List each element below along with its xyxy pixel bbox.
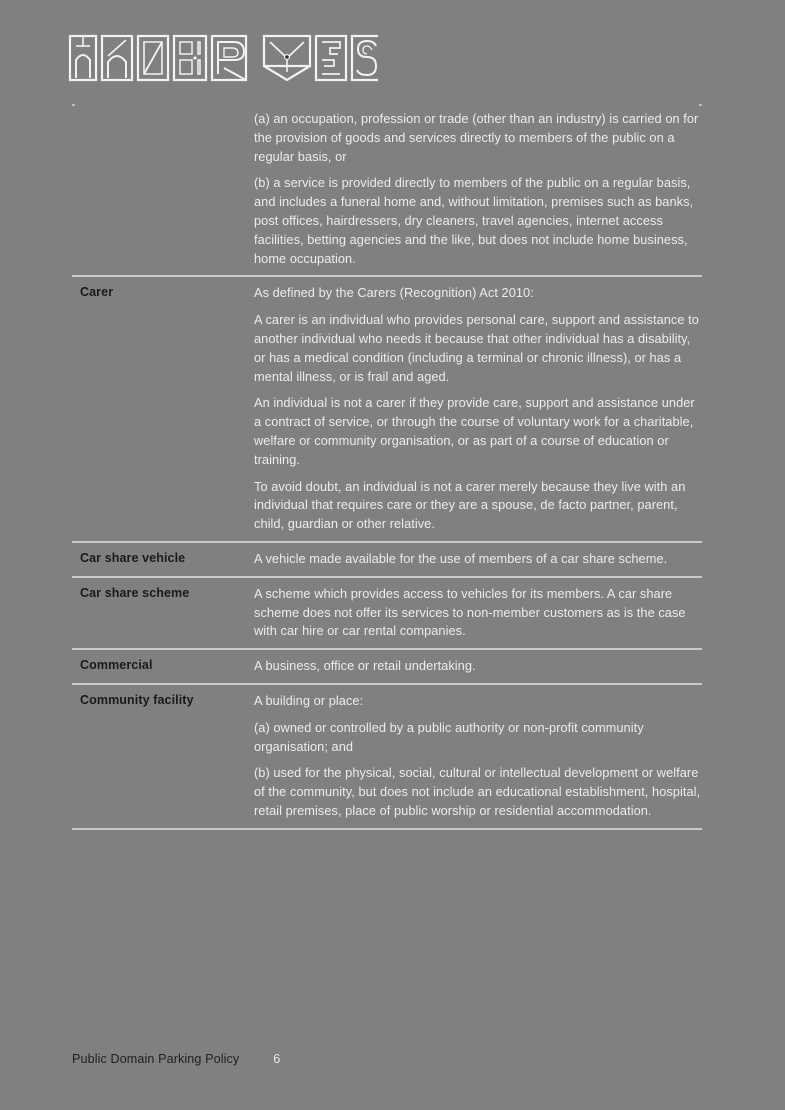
definition-paragraph: (a) an occupation, profession or trade (other than an industry) is carried on for the provision of goods and services directly to members of the public on a regular basis, or — [254, 111, 699, 164]
definition-term: Community facility — [80, 692, 194, 707]
footer-document-title: Public Domain Parking Policy — [72, 1052, 240, 1066]
definition-description — [248, 110, 702, 268]
definition-term: Carer — [80, 285, 114, 300]
definition-paragraph: (a) owned or controlled by a public authority or non-profit community organisation; and — [254, 719, 644, 754]
definition-description — [248, 585, 702, 641]
inner-west-logo-icon — [68, 34, 378, 82]
definition-paragraph: To avoid doubt, an individual is not a carer merely because they live with an individual that requires care or they are a spouse, de facto partner, parent, child, guardian or other relative. — [254, 478, 686, 532]
definition-term: Commercial — [80, 658, 153, 673]
definition-description — [248, 657, 702, 676]
definition-paragraph: An individual is not a carer if they provide care, support and assistance under a contract of service, or through the course of voluntary work for a charitable, welfare or community organisation, or as part of a course of education or training. — [254, 395, 695, 467]
definition-paragraph: A business, office or retail undertaking. — [254, 658, 476, 674]
inner-west-logo — [68, 28, 378, 88]
definition-paragraph: (b) used for the physical, social, cultural or intellectual development or welfare of the community, but does not include an educational establishment, hospital, retail premises, place of public worship or residential accommodation. — [254, 765, 701, 818]
table-row — [72, 104, 702, 275]
table-row — [72, 648, 702, 683]
definition-paragraph: A carer is an individual who provides personal care, support and assistance to another individual who needs it because that other individual has a disability, or has a medical condition (including a terminal or chronic illness), or has a mental illness, or is frail and aged. — [254, 312, 699, 384]
definition-paragraph: (b) a service is provided directly to members of the public on a regular basis, and includes a funeral home and, without limitation, premises such as banks, post offices, hairdressers, dry cleaners, travel agencies, internet access facilities, betting agencies and the like, but does not include home business, home occupation. — [254, 175, 694, 266]
definition-term: Car share vehicle — [80, 550, 186, 565]
definition-paragraph: A vehicle made available for the use of members of a car share scheme. — [254, 550, 668, 566]
definition-paragraph: A scheme which provides access to vehicles for its members. A car share scheme does not offer its services to non-member customers as is the case with car hire or car rental companies. — [254, 585, 686, 639]
table-row — [72, 576, 702, 648]
definition-description — [248, 284, 702, 534]
definition-paragraph: A building or place: — [254, 692, 364, 708]
table-row — [72, 541, 702, 576]
table-row — [72, 275, 702, 541]
definition-paragraph: As defined by the Carers (Recognition) Act 2010: — [254, 285, 534, 301]
definition-description — [248, 550, 702, 569]
definitions-table — [72, 104, 702, 830]
definition-description — [248, 692, 702, 821]
footer-page-number: 6 — [273, 1052, 281, 1066]
definition-term: Car share scheme — [80, 585, 190, 600]
page-footer — [72, 1052, 702, 1066]
table-row — [72, 683, 702, 830]
